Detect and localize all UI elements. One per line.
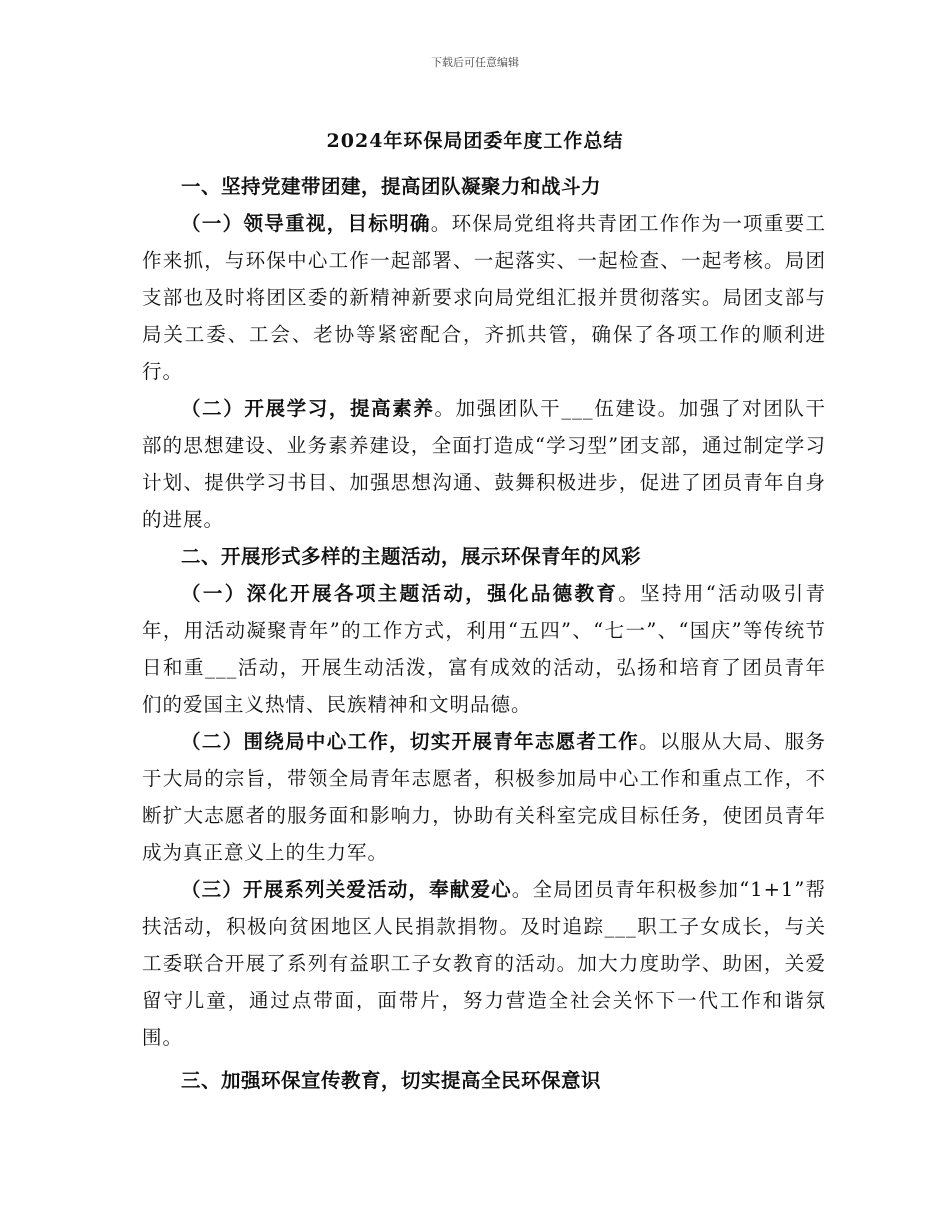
page-header: 下载后可任意编辑 — [431, 56, 519, 69]
blank-field: ___ — [604, 915, 637, 938]
paragraph-text: 伍建设。加强了对团队干部的思想建设、业务素养建设，全面打造成“学习型”团支部，通过制定学习计划、提供学习书目、加强思想沟通、鼓舞积极进步，促进了团员青年自身的进展。 — [142, 397, 826, 531]
paragraph — [142, 871, 826, 1056]
paragraph-text: 。全局团员青年积极参加“1+1”帮扶活动，积极向贫困地区人民捐款捐物。及时追踪 — [142, 878, 826, 938]
blank-field: ___ — [205, 656, 238, 679]
paragraph — [142, 575, 826, 723]
section-heading-1: 一、坚持党建带团建，提高团队凝聚力和战斗力 — [181, 175, 602, 198]
paragraph-text: 职工子女成长，与关工委联合开展了系列有益职工子女教育的活动。加大力度助学、助困，关爱留守儿童，通过点带面，面带片，努力营造全社会关怀下一代工作和谐氛围。 — [142, 915, 826, 1049]
paragraph-text: 活动，开展生动活泼，富有成效的活动，弘扬和培育了团员青年们的爱国主义热情、民族精神和文明品德。 — [142, 656, 826, 716]
document-title: 2024年环保局团委年度工作总结 — [326, 130, 624, 152]
paragraph-lead: （一）领导重视，目标明确 — [181, 212, 431, 235]
paragraph-text: 。加强团队干 — [434, 397, 562, 420]
document-body — [142, 168, 826, 1099]
paragraph — [142, 390, 826, 538]
paragraph-lead: （三）开展系列关爱活动，奉献爱心 — [181, 878, 512, 901]
paragraph-lead: （二）开展学习，提高素养 — [181, 397, 435, 420]
paragraph-lead: （二）围绕局中心工作，切实开展青年志愿者工作 — [181, 730, 639, 753]
paragraph — [142, 723, 826, 871]
section-heading-2: 二、开展形式多样的主题活动，展示环保青年的风彩 — [181, 545, 642, 568]
paragraph-lead: （一）深化开展各项主题活动，强化品德教育 — [181, 582, 619, 605]
section-heading-3: 三、加强环保宣传教育，切实提高全民环保意识 — [181, 1069, 602, 1092]
blank-field: ___ — [561, 397, 594, 420]
paragraph — [142, 205, 826, 390]
paragraph-text: 。以服从大局、服务于大局的宗旨，带领全局青年志愿者，积极参加局中心工作和重点工作，不断扩大志愿者的服务面和影响力，协助有关科室完成目标任务，使团员青年成为真正意义上的生力军。 — [142, 730, 826, 864]
paragraph-text: 。坚持用“活动吸引青年，用活动凝聚青年”的工作方式，利用“五四”、“七一”、“国庆”等传统节日和重 — [142, 582, 826, 679]
paragraph-text: 。环保局党组将共青团工作作为一项重要工作来抓，与环保中心工作一起部署、一起落实、一起检查、一起考核。局团支部也及时将团区委的新精神新要求向局党组汇报并贯彻落实。局团支部与局关工委、工会、老协等紧密配合，齐抓共管，确保了各项工作的顺利进行。 — [142, 212, 826, 383]
